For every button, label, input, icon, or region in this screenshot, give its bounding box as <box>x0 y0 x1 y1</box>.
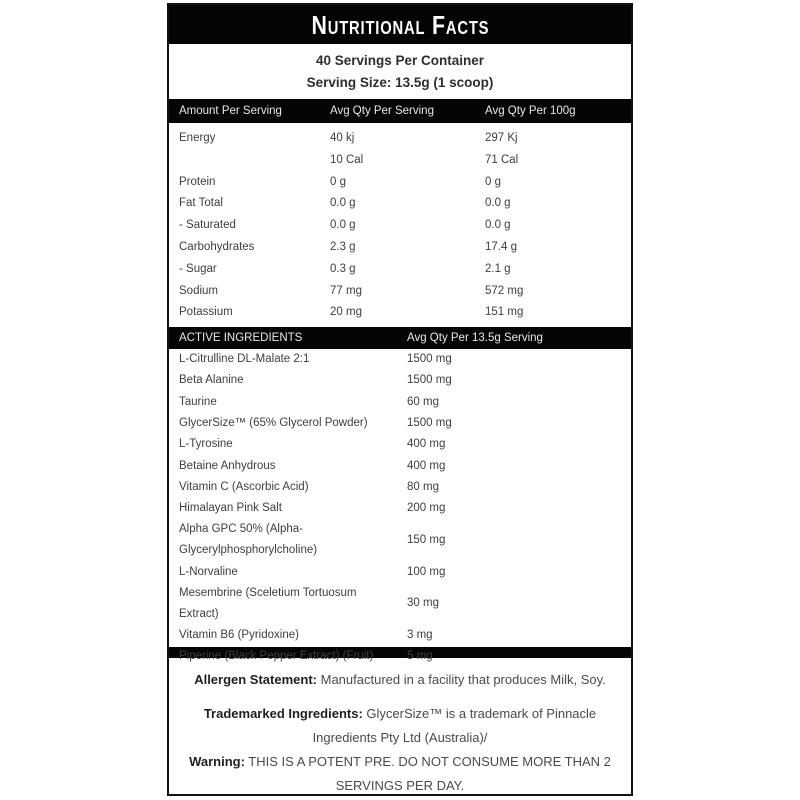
nutrient-per-100g: 151 mg <box>485 306 524 319</box>
nutrient-per-serving: 2.3 g <box>330 240 356 253</box>
ingredient-label: L-Norvaline <box>179 565 238 578</box>
ingredient-label: Alpha GPC 50% (Alpha-Glycerylphosphorylcholine) <box>179 523 318 557</box>
nutrient-label: Protein <box>179 175 216 188</box>
servings-per-container: 40 Servings Per Container <box>315 53 485 68</box>
allergen-statement-label: Allergen Statement: <box>194 672 317 687</box>
col-header-active-ingredients: ACTIVE INGREDIENTS <box>179 332 303 344</box>
col-header-per-100g: Avg Qty Per 100g <box>485 105 576 117</box>
warning-statement <box>185 750 615 796</box>
nutrient-label: Energy <box>179 132 216 144</box>
nutrition-column-header <box>169 99 631 123</box>
table-row <box>179 150 631 172</box>
nutrient-label: Carbohydrates <box>179 240 255 253</box>
nutrient-per-100g: 572 mg <box>485 284 524 297</box>
ingredient-qty: 400 mg <box>407 459 446 472</box>
table-row <box>179 519 631 561</box>
ingredient-label: Betaine Anhydrous <box>179 459 276 472</box>
nutrient-per-serving: 0 g <box>330 175 346 188</box>
table-row <box>179 455 631 476</box>
table-row <box>179 349 631 370</box>
allergen-statement-text: Manufactured in a facility that produces Milk, Soy. <box>320 672 606 687</box>
col-header-qty-per-serving: Avg Qty Per 13.5g Serving <box>407 332 543 344</box>
serving-size: Serving Size: 13.5g (1 scoop) <box>306 75 494 90</box>
warning-statement-label: Warning: <box>189 754 245 769</box>
ingredient-qty: 1500 mg <box>407 374 452 387</box>
page-title: Nutritional Facts <box>311 9 489 40</box>
table-row <box>179 498 631 519</box>
ingredient-label: Vitamin C (Ascorbic Acid) <box>179 480 309 493</box>
ingredient-label: Piperine (Black Pepper Extract) (Fruit) <box>179 650 374 663</box>
table-row <box>179 302 631 324</box>
ingredient-qty: 400 mg <box>407 438 446 451</box>
nutrient-per-100g: 71 Cal <box>485 153 519 166</box>
table-row <box>179 477 631 498</box>
nutrient-per-serving: 10 Cal <box>330 153 364 166</box>
ingredient-qty: 60 mg <box>407 395 439 408</box>
allergen-statement <box>185 668 615 692</box>
table-row <box>179 215 631 237</box>
nutrient-per-100g: 297 Kj <box>485 132 518 144</box>
serving-info <box>169 44 631 99</box>
nutrient-label: Potassium <box>179 306 233 319</box>
nutrient-per-100g: 17.4 g <box>485 240 517 253</box>
table-row <box>179 281 631 303</box>
ingredient-label: Taurine <box>179 395 217 408</box>
table-row <box>179 237 631 259</box>
ingredient-label: L-Citrulline DL-Malate 2:1 <box>179 353 310 366</box>
table-row <box>179 561 631 582</box>
nutrient-label: - Sugar <box>179 262 217 275</box>
nutrient-per-serving: 0.0 g <box>330 197 356 210</box>
warning-statement-text: THIS IS A POTENT PRE. DO NOT CONSUME MORE THAN 2 SERVINGS PER DAY. <box>248 754 611 793</box>
ingredient-qty: 150 mg <box>407 533 446 546</box>
table-row <box>179 434 631 455</box>
col-header-amount: Amount Per Serving <box>179 105 282 117</box>
nutrient-label: Fat Total <box>179 197 223 210</box>
title-bar <box>169 5 631 44</box>
table-row <box>179 172 631 194</box>
nutrient-label: Sodium <box>179 284 218 297</box>
nutrient-per-100g: 0.0 g <box>485 197 511 210</box>
active-ingredients-header <box>169 327 631 349</box>
nutrient-per-serving: 20 mg <box>330 306 362 319</box>
table-row <box>179 625 631 646</box>
ingredient-label: GlycerSize™ (65% Glycerol Powder) <box>179 417 368 430</box>
trademark-statement-text: GlycerSize™ is a trademark of Pinnacle Ingredients Pty Ltd (Australia)/ <box>312 706 597 745</box>
nutrient-per-100g: 2.1 g <box>485 262 511 275</box>
trademark-statement <box>185 702 615 750</box>
nutrient-label: - Saturated <box>179 219 236 232</box>
ingredient-qty: 100 mg <box>407 565 446 578</box>
ingredient-qty: 200 mg <box>407 502 446 515</box>
table-row <box>179 259 631 281</box>
ingredient-label: L-Tyrosine <box>179 438 233 451</box>
ingredient-qty: 3 mg <box>407 628 433 641</box>
nutrient-per-serving: 40 kj <box>330 132 355 144</box>
ingredient-qty: 5 mg <box>407 650 433 663</box>
nutrient-per-100g: 0.0 g <box>485 219 511 232</box>
table-row <box>179 193 631 215</box>
ingredient-qty: 1500 mg <box>407 417 452 430</box>
table-row <box>179 128 631 150</box>
nutrition-label <box>167 3 633 796</box>
ingredient-qty: 1500 mg <box>407 353 452 366</box>
footer-statements <box>169 658 631 796</box>
table-row <box>179 370 631 391</box>
nutrient-per-100g: 0 g <box>485 175 501 188</box>
ingredient-label: Beta Alanine <box>179 374 244 387</box>
table-row <box>179 413 631 434</box>
active-ingredients-table <box>169 349 631 663</box>
trademark-statement-label: Trademarked Ingredients: <box>203 706 363 721</box>
nutrient-per-serving: 0.3 g <box>330 262 356 275</box>
ingredient-qty: 30 mg <box>407 597 439 610</box>
ingredient-label: Vitamin B6 (Pyridoxine) <box>179 628 299 641</box>
col-header-per-serving: Avg Qty Per Serving <box>330 105 434 117</box>
nutrition-table <box>169 123 631 327</box>
ingredient-qty: 80 mg <box>407 480 439 493</box>
table-row <box>179 392 631 413</box>
ingredient-label: Mesembrine (Sceletium Tortuosum Extract) <box>179 586 357 620</box>
table-row <box>179 583 631 625</box>
nutrient-per-serving: 77 mg <box>330 284 362 297</box>
table-row <box>179 646 631 667</box>
nutrient-per-serving: 0.0 g <box>330 219 356 232</box>
ingredient-label: Himalayan Pink Salt <box>179 502 282 515</box>
